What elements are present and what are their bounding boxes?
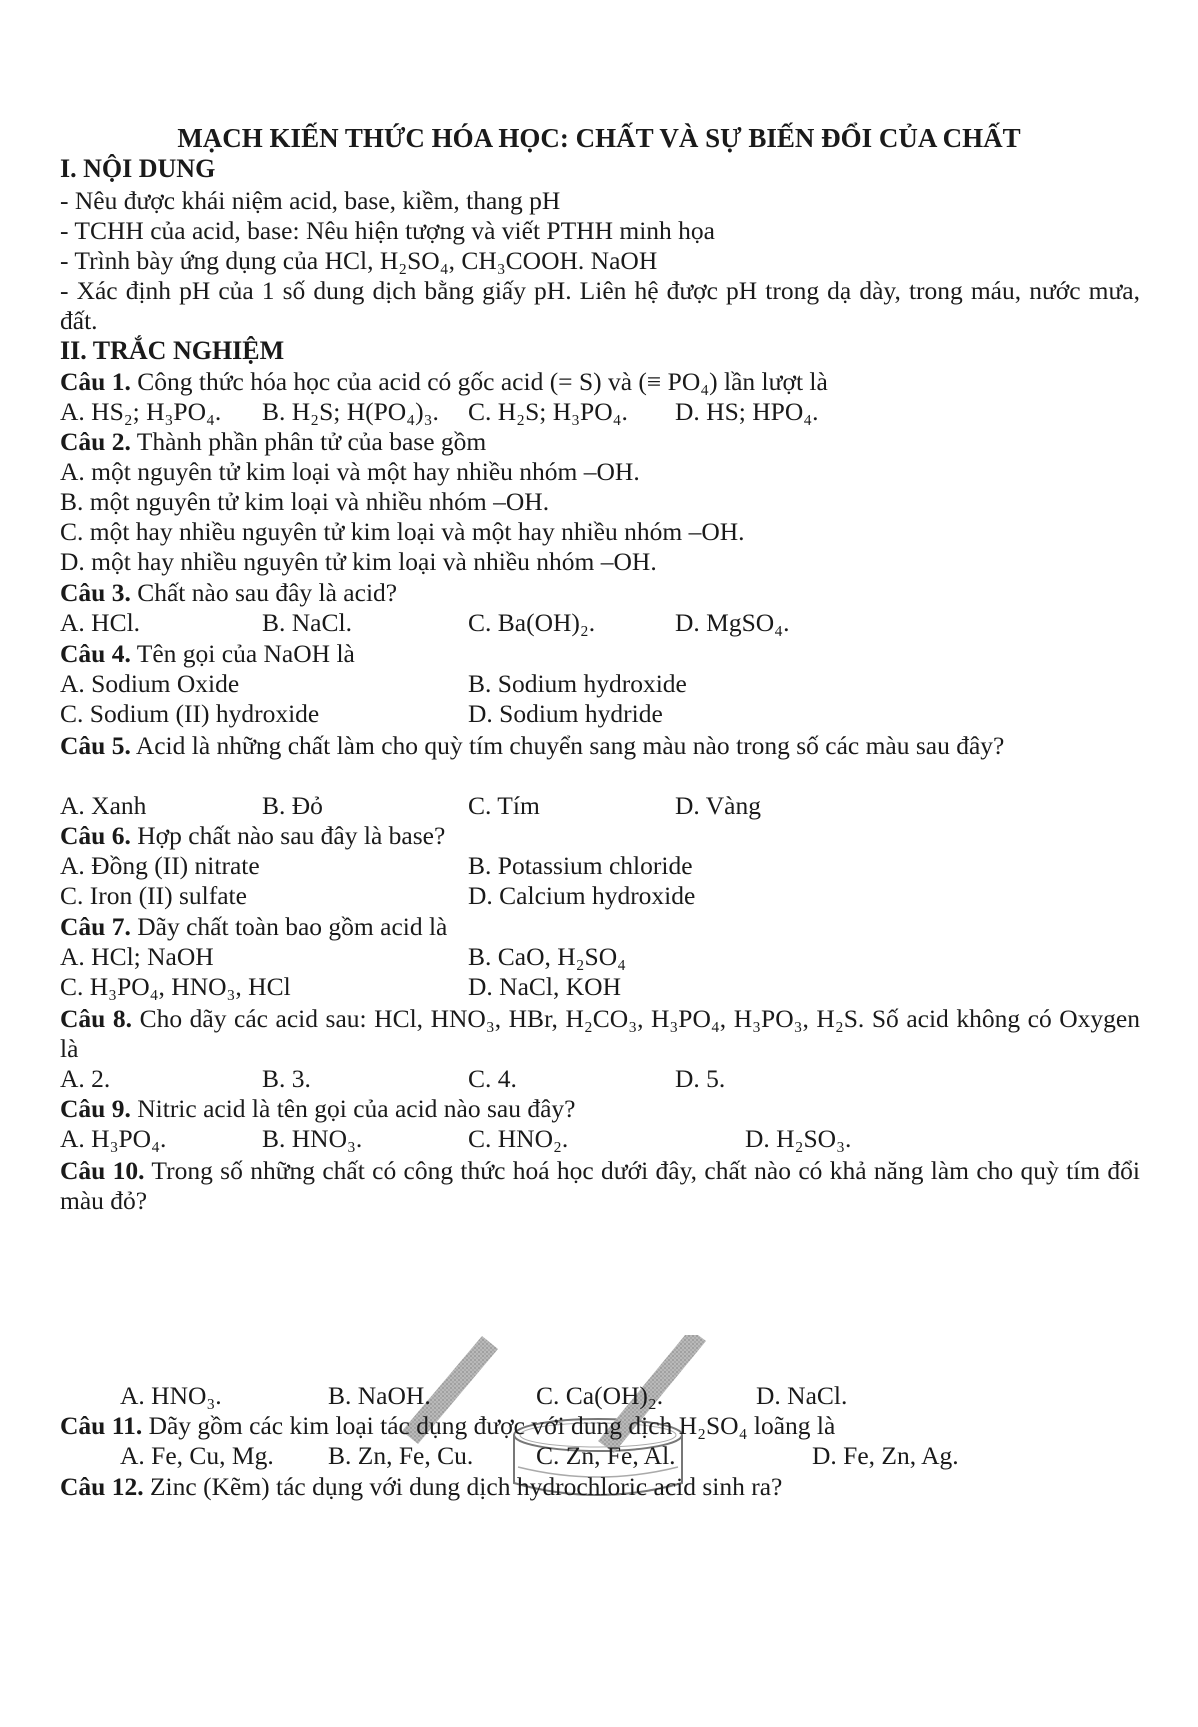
q7-option-a[interactable]: A. HCl; NaOH [60,942,214,971]
question-text: Dãy chất toàn bao gồm acid là [130,912,448,941]
q2-option-b[interactable]: B. một nguyên tử kim loại và nhiều nhóm –OH. [60,487,550,516]
q9-option-c[interactable]: C. HNO₂. [468,1124,569,1153]
content-line-1: - Nêu được khái niệm acid, base, kiềm, thang pH [60,186,561,215]
q5-option-d[interactable]: D. Vàng [675,791,761,820]
q1-option-c[interactable]: C. H₂S; H₃PO₄. [468,397,628,426]
question-label: Câu 8. [60,1004,133,1033]
q6-option-b[interactable]: B. Potassium chloride [468,851,693,880]
question-label: Câu 6. [60,821,131,850]
question-text: Công thức hóa học của acid có gốc acid (= S) và (≡ PO₄) lần lượt là [130,367,828,396]
q9-option-d[interactable]: D. H₂SO₃. [745,1124,852,1153]
q1-option-d[interactable]: D. HS; HPO₄. [675,397,819,426]
q9-option-a[interactable]: A. H₃PO₄. [60,1124,167,1153]
question-9 [60,1094,576,1124]
question-label: Câu 7. [60,912,131,941]
question-text: Cho dãy các acid sau: HCl, HNO₃, HBr, H₂CO₃, H₃PO₄, H₃PO₃, H₂S. Số acid không có Oxygen là [60,1004,1140,1063]
question-text: Trong số những chất có công thức hoá học dưới đây, chất nào có khả năng làm cho quỳ tím đổi màu đỏ? [60,1156,1140,1215]
question-label: Câu 4. [60,639,131,668]
q1-option-b[interactable]: B. H₂S; H(PO₄)₃. [262,397,439,426]
question-label: Câu 9. [60,1094,131,1123]
question-6 [60,821,445,851]
question-text: Nitric acid là tên gọi của acid nào sau đây? [130,1094,576,1123]
q9-option-b[interactable]: B. HNO₃. [262,1124,363,1153]
q5-option-b[interactable]: B. Đỏ [262,791,323,820]
section-heading-quiz: II. TRẮC NGHIỆM [60,336,285,365]
q6-option-c[interactable]: C. Iron (II) sulfate [60,881,247,910]
question-10 [60,1156,1140,1216]
question-text: Tên gọi của NaOH là [130,639,355,668]
question-1 [60,367,828,397]
q4-option-d[interactable]: D. Sodium hydride [468,699,663,728]
q2-option-d[interactable]: D. một hay nhiều nguyên tử kim loại và nhiều nhóm –OH. [60,547,657,576]
q4-option-c[interactable]: C. Sodium (II) hydroxide [60,699,320,728]
question-5 [60,731,1140,761]
q11-option-a[interactable]: A. Fe, Cu, Mg. [120,1441,274,1470]
q6-option-a[interactable]: A. Đồng (II) nitrate [60,851,260,880]
question-text: Thành phần phân tử của base gồm [130,427,487,456]
q7-option-d[interactable]: D. NaCl, KOH [468,972,621,1001]
q10-option-d[interactable]: D. NaCl. [756,1381,848,1410]
q8-option-a[interactable]: A. 2. [60,1064,111,1093]
section-heading-content: I. NỘI DUNG [60,154,216,183]
q4-option-b[interactable]: B. Sodium hydroxide [468,669,687,698]
content-line-2: - TCHH của acid, base: Nêu hiện tượng và viết PTHH minh họa [60,216,715,245]
question-3 [60,578,397,608]
question-7 [60,912,447,942]
q8-option-b[interactable]: B. 3. [262,1064,311,1093]
q10-option-a[interactable]: A. HNO₃. [120,1381,222,1410]
q3-option-a[interactable]: A. HCl. [60,608,141,637]
q4-option-a[interactable]: A. Sodium Oxide [60,669,240,698]
q11-option-b[interactable]: B. Zn, Fe, Cu. [328,1441,474,1470]
q7-option-c[interactable]: C. H₃PO₄, HNO₃, HCl [60,972,291,1001]
q10-option-b[interactable]: B. NaOH. [328,1381,431,1410]
question-2 [60,427,486,457]
q1-option-a[interactable]: A. HS₂; H₃PO₄. [60,397,222,426]
q10-option-c[interactable]: C. Ca(OH)₂. [536,1381,664,1410]
q3-option-c[interactable]: C. Ba(OH)₂. [468,608,596,637]
question-label: Câu 11. [60,1411,143,1440]
question-label: Câu 12. [60,1472,144,1501]
question-text: Acid là những chất làm cho quỳ tím chuyển sang màu nào trong số các màu sau đây? [130,731,1005,760]
q3-option-b[interactable]: B. NaCl. [262,608,352,637]
question-text: Chất nào sau đây là acid? [130,578,398,607]
question-4 [60,639,355,669]
q5-option-a[interactable]: A. Xanh [60,791,147,820]
content-line-3: - Trình bày ứng dụng của HCl, H₂SO₄, CH₃COOH. NaOH [60,246,658,275]
q8-option-c[interactable]: C. 4. [468,1064,517,1093]
q5-option-c[interactable]: C. Tím [468,791,540,820]
q7-option-b[interactable]: B. CaO, H₂SO₄ [468,942,627,971]
q6-option-d[interactable]: D. Calcium hydroxide [468,881,696,910]
question-text: Dãy gồm các kim loại tác dụng được với dung dịch H₂SO₄ loãng là [142,1411,836,1440]
question-label: Câu 1. [60,367,131,396]
question-label: Câu 10. [60,1156,145,1185]
question-text: Hợp chất nào sau đây là base? [130,821,446,850]
question-label: Câu 5. [60,731,131,760]
question-12 [60,1472,782,1502]
question-11 [60,1411,835,1441]
question-text: Zinc (Kẽm) tác dụng với dung dịch hydrochloric acid sinh ra? [143,1472,783,1501]
q2-option-c[interactable]: C. một hay nhiều nguyên tử kim loại và một hay nhiều nhóm –OH. [60,517,745,546]
question-label: Câu 2. [60,427,131,456]
q11-option-d[interactable]: D. Fe, Zn, Ag. [812,1441,959,1470]
question-label: Câu 3. [60,578,131,607]
q3-option-d[interactable]: D. MgSO₄. [675,608,790,637]
document-title: MẠCH KIẾN THỨC HÓA HỌC: CHẤT VÀ SỰ BIẾN ĐỔI CỦA CHẤT [177,123,1021,153]
question-8 [60,1004,1140,1064]
q11-option-c[interactable]: C. Zn, Fe, Al. [536,1441,676,1470]
q8-option-d[interactable]: D. 5. [675,1064,726,1093]
content-line-4: - Xác định pH của 1 số dung dịch bằng giấy pH. Liên hệ được pH trong dạ dày, trong máu, nước mưa, đất. [60,276,1140,335]
q2-option-a[interactable]: A. một nguyên tử kim loại và một hay nhiều nhóm –OH. [60,457,640,486]
